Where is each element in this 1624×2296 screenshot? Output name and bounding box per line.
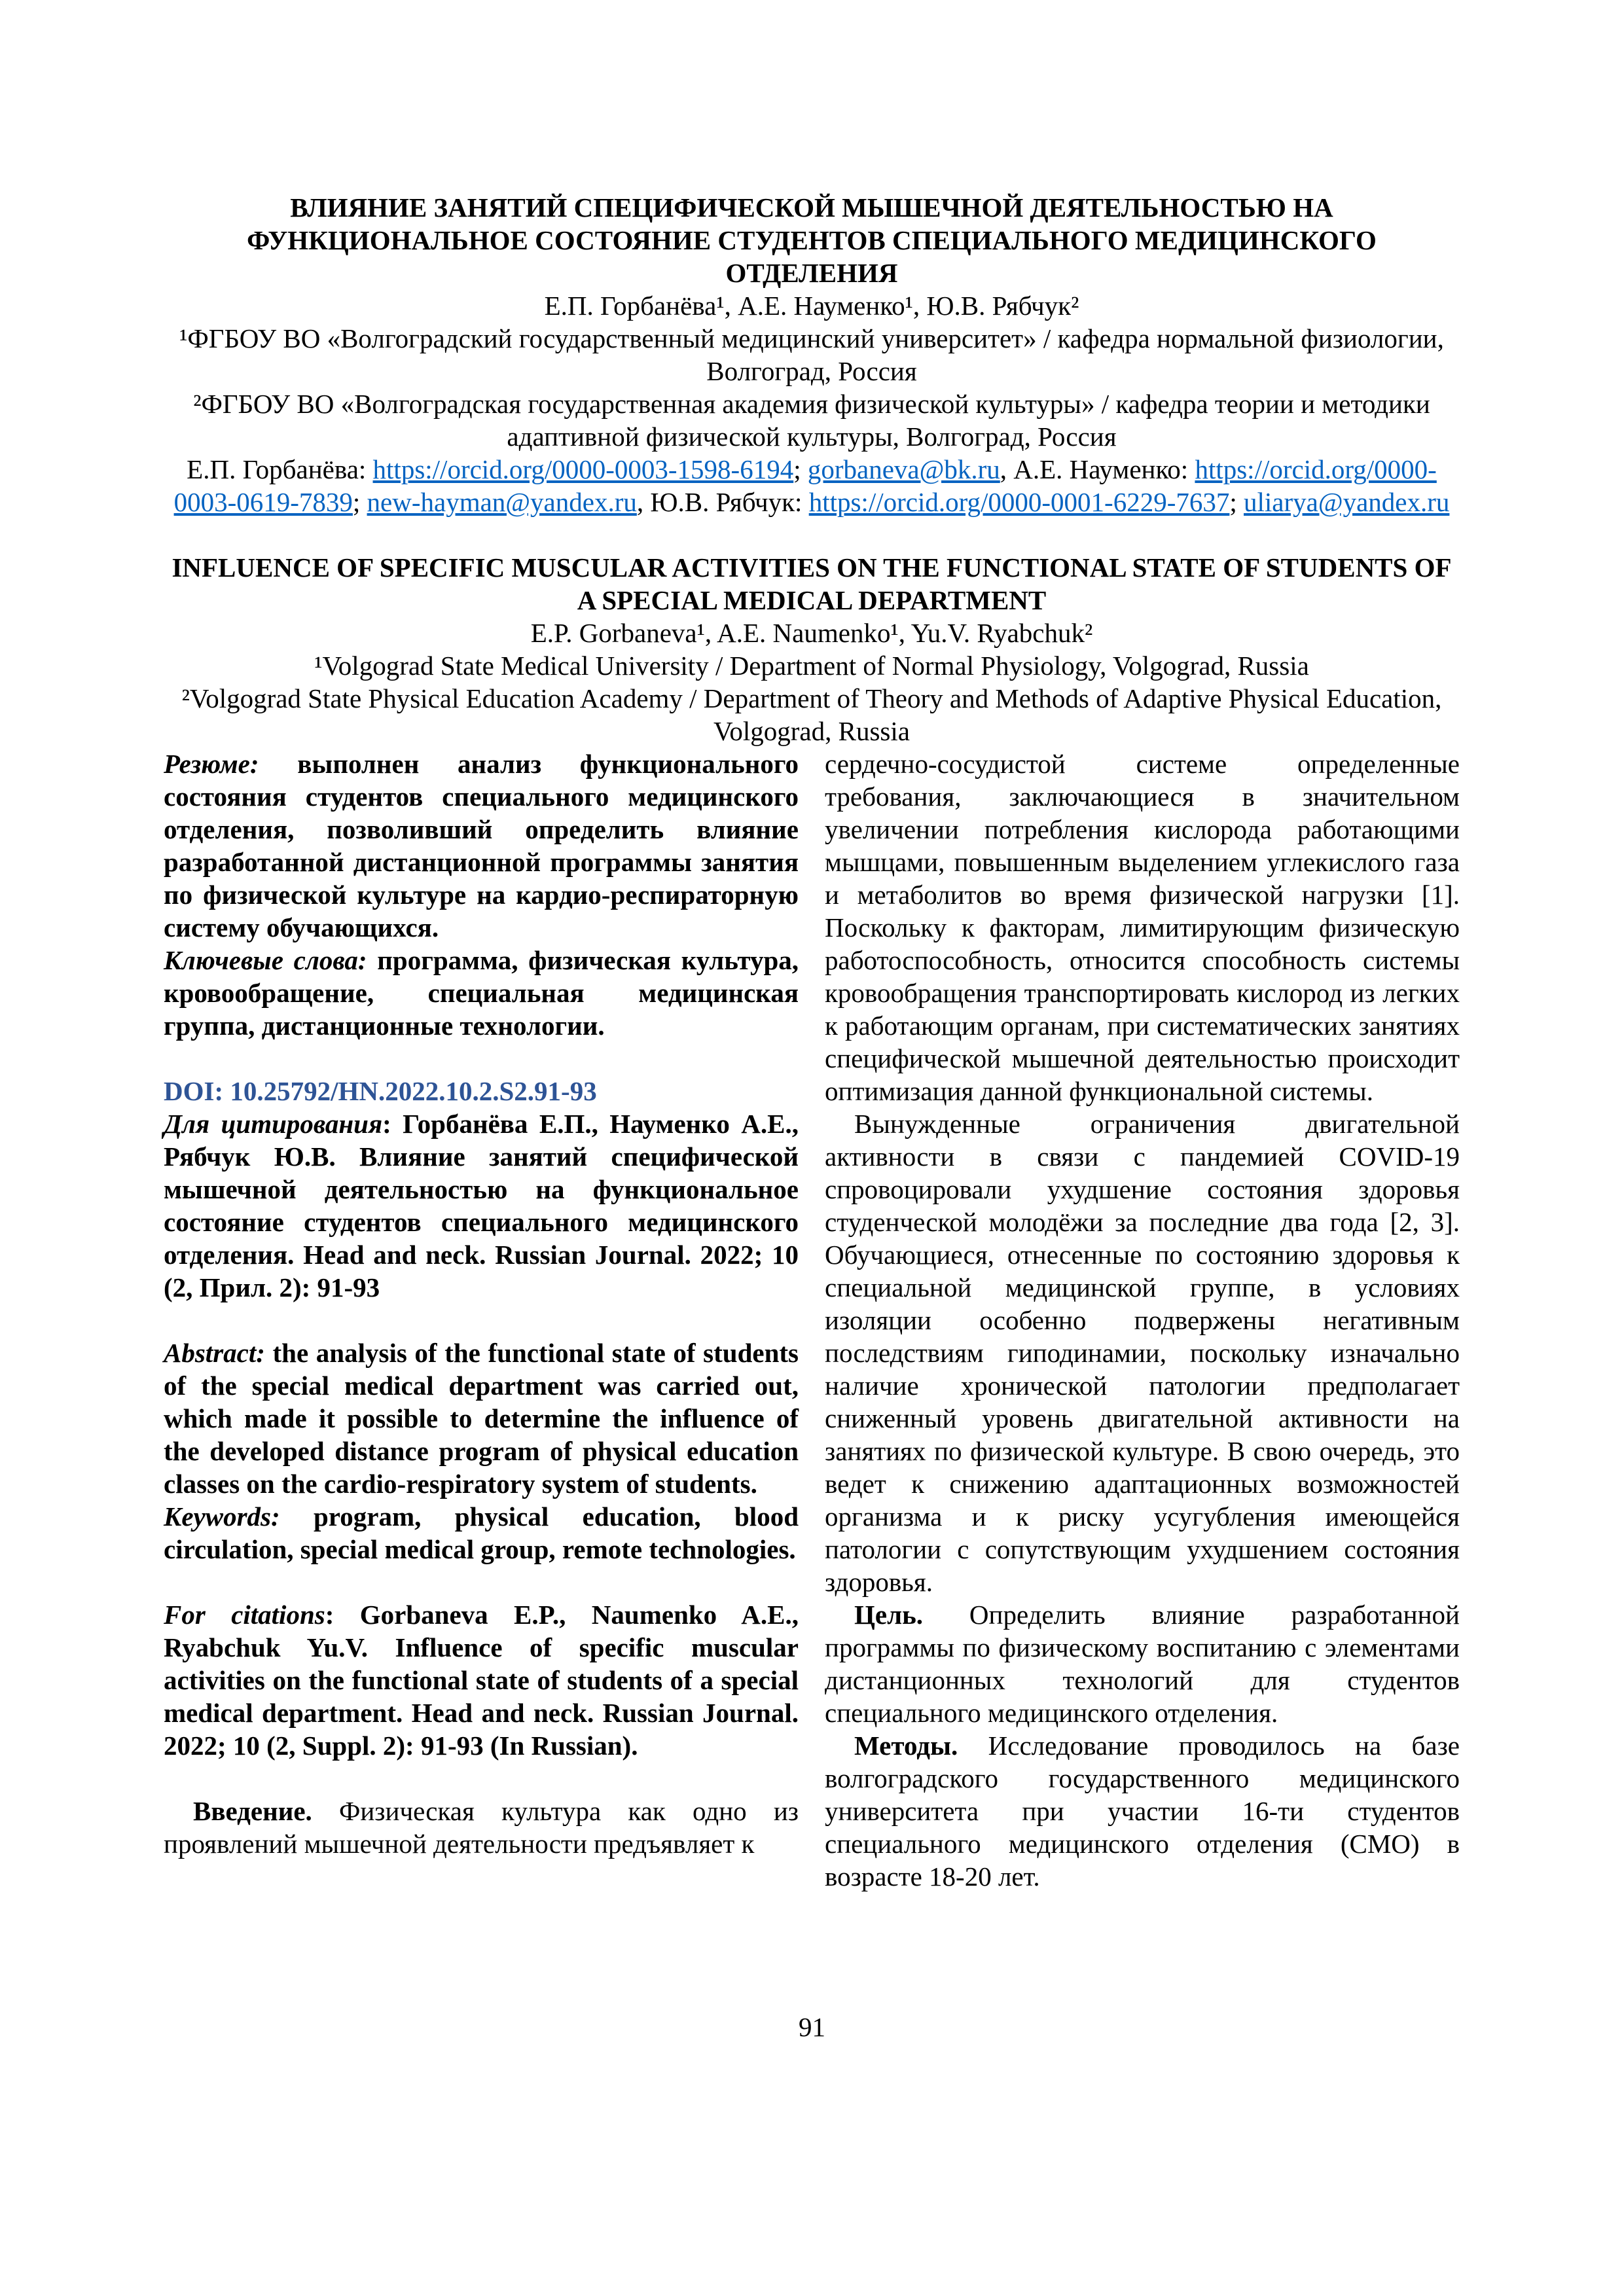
goal-text: Определить влияние разработанной программы по физическому воспитанию с элементами дистанционных технологий для студентов специального медицинского отделения. (825, 1600, 1460, 1728)
introduction-text: Физическая культура как одно из проявлений мышечной деятельности предъявляет к (164, 1796, 799, 1859)
orcid-name-ryabchuk: , Ю.В. Рябчук: (636, 487, 809, 517)
email-link-gorbaneva[interactable]: gorbaneva@bk.ru (807, 454, 1000, 484)
keywords-ru-text: программа, физическая культура, кровообращение, специальная медицинская группа, дистанционные технологии. (164, 945, 799, 1041)
goal-paragraph (825, 1598, 1460, 1729)
resume-label: Резюме: (164, 749, 259, 779)
introduction-label: Введение. (193, 1796, 312, 1826)
spacer (164, 1042, 799, 1075)
affiliation-ru-2: ²ФГБОУ ВО «Волгоградская государственная академия физической культуры» / кафедра теории и методики адаптивной физической культуры, Волгоград, Россия (193, 389, 1430, 452)
header-russian (164, 191, 1460, 518)
citation-en-text: : Gorbaneva E.P., Naumenko A.E., Ryabchuk Yu.V. Influence of specific muscular activities on the functional state of students of a special medical department. Head and neck. Russian Journal. 2022; 10 (2, Suppl. 2): 91-93 (In Russian). (164, 1600, 799, 1761)
keywords-en-text: program, physical education, blood circulation, special medical group, remote technologies. (164, 1501, 799, 1564)
left-column (164, 747, 799, 1893)
right-column (825, 747, 1460, 1893)
orcid-separator-2: ; (352, 487, 367, 517)
methods-text: Исследование проводилось на базе волгоградского государственного медицинского университета при участии 16-ти студентов специального медицинского отделения (СМО) в возрасте 18-20 лет. (825, 1731, 1460, 1892)
abstract-paragraph (164, 1336, 799, 1500)
keywords-en-paragraph (164, 1500, 799, 1566)
email-link-naumenko[interactable]: new-hayman@yandex.ru (367, 487, 637, 517)
page-number: 91 (799, 2012, 825, 2042)
spacer (164, 1762, 799, 1795)
page-title-en: INFLUENCE OF SPECIFIC MUSCULAR ACTIVITIES ON THE FUNCTIONAL STATE OF STUDENTS OF A SPECIAL MEDICAL DEPARTMENT (171, 552, 1452, 615)
body-paragraph-1: сердечно-сосудистой системе определенные требования, заключающиеся в значительном увеличении потребления кислорода работающими мышцами, повышенным выделением углекислого газа и метаболитов во время физической нагрузки [1]. Поскольку к факторам, лимитирующим физическую работоспособность, относится способность системы кровообращения транспортировать кислород из легких к работающим органам, при систематических занятиях специфической мышечной деятельностью происходит оптимизация данной функциональной системы. (825, 749, 1460, 1106)
citation-en-paragraph (164, 1598, 799, 1762)
authors-ru: Е.П. Горбанёва¹, А.Е. Науменко¹, Ю.В. Рябчук² (544, 291, 1079, 321)
citation-ru-text: : Горбанёва Е.П., Науменко А.Е., Рябчук Ю.В. Влияние занятий специфической мышечной деятельностью на функциональное состояние студентов специального медицинского отделения. Head and neck. Russian Journal. 2022; 10 (2, Прил. 2): 91-93 (164, 1109, 799, 1302)
citation-en-label: For citations (164, 1600, 325, 1630)
spacer (164, 1566, 799, 1598)
orcid-name-naumenko: , А.Е. Науменко: (1000, 454, 1195, 484)
abstract-text: the analysis of the functional state of students of the special medical department was carried out, which made it possible to determine the influence of the developed distance program of physical education classes on the cardio-respiratory system of students. (164, 1338, 799, 1499)
body-paragraph-2: Вынужденные ограничения двигательной активности в связи с пандемией COVID-19 спровоцировали ухудшение состояния здоровья студенческой молодёжи за последние два года [2, 3]. Обучающиеся, отнесенные по состоянию здоровья к специальной медицинской группе, в условиях изоляции особенно подвержены негативным последствиям гиподинамии, поскольку изначально наличие хронической патологии предполагает сниженный уровень двигательной активности на занятиях по физической культуре. В свою очередь, это ведет к снижению адаптационных возможностей организма и к риску усугубления имеющейся патологии с сопутствующим ухудшением состояния здоровья. (825, 1109, 1460, 1597)
doi-line: DOI: 10.25792/HN.2022.10.2.S2.91-93 (164, 1076, 597, 1106)
affiliation-en-1: ¹Volgograd State Medical University / Department of Normal Physiology, Volgograd, Russia (314, 651, 1309, 681)
resume-text: выполнен анализ функционального состояния студентов специального медицинского отделения, позволивший определить влияние разработанной дистанционной программы занятия по физической культуре на кардио-респираторную систему обучающихся. (164, 749, 799, 942)
affiliation-ru-1: ¹ФГБОУ ВО «Волгоградский государственный медицинский университет» / кафедра нормальной физиологии, Волгоград, Россия (179, 323, 1444, 386)
goal-label: Цель. (854, 1600, 924, 1630)
methods-paragraph (825, 1729, 1460, 1893)
orcid-link-ryabchuk[interactable]: https://orcid.org/0000-0001-6229-7637 (808, 487, 1230, 517)
page-title-ru: ВЛИЯНИЕ ЗАНЯТИЙ СПЕЦИФИЧЕСКОЙ МЫШЕЧНОЙ ДЕЯТЕЛЬНОСТЬЮ НА ФУНКЦИОНАЛЬНОЕ СОСТОЯНИЕ СТУДЕНТОВ СПЕЦИАЛЬНОГО МЕДИЦИНСКОГО ОТДЕЛЕНИЯ (247, 192, 1377, 288)
orcid-separator-3: ; (1229, 487, 1244, 517)
keywords-ru-label: Ключевые слова: (164, 945, 367, 975)
spacer (164, 518, 1460, 551)
header-english (164, 551, 1460, 747)
keywords-en-label: Keywords: (164, 1501, 280, 1532)
orcid-link-naumenko[interactable]: https://orcid.org/0000-0003-0619-7839 (173, 454, 1437, 517)
email-link-ryabchuk[interactable]: uliarya@yandex.ru (1244, 487, 1450, 517)
resume-paragraph (164, 747, 799, 944)
orcid-separator-1: ; (793, 454, 808, 484)
page-content (164, 0, 1460, 1893)
citation-ru-label: Для цитирования (164, 1109, 383, 1139)
authors-en: E.P. Gorbaneva¹, A.E. Naumenko¹, Yu.V. Ryabchuk² (530, 618, 1093, 648)
orcid-link-gorbaneva[interactable]: https://orcid.org/0000-0003-1598-6194 (372, 454, 794, 484)
keywords-ru-paragraph (164, 944, 799, 1042)
introduction-paragraph (164, 1795, 799, 1860)
abstract-label: Abstract: (164, 1338, 265, 1368)
spacer (164, 1304, 799, 1336)
orcid-line (164, 453, 1460, 518)
methods-label: Методы. (854, 1731, 958, 1761)
citation-ru-paragraph (164, 1107, 799, 1304)
orcid-name-gorbaneva: Е.П. Горбанёва: (187, 454, 373, 484)
two-column-body (164, 747, 1460, 1893)
affiliation-en-2: ²Volgograd State Physical Education Academy / Department of Theory and Methods of Adaptive Physical Education, Volgograd, Russia (181, 683, 1442, 746)
